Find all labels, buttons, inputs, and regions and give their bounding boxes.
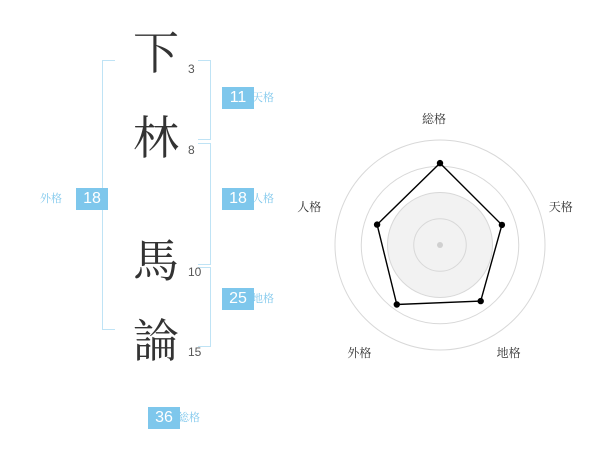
soukaku-label: 総格 [178,412,200,424]
radar-chart [297,0,600,470]
stroke-count: 3 [188,62,195,76]
stroke-count: 15 [188,345,202,359]
name-character: 馬 [133,234,179,288]
tenkaku-label: 天格 [252,92,274,104]
chikaku-value-badge: 25 [222,288,254,310]
gaikaku-value-badge: 18 [76,188,108,210]
radar-chart-svg [300,0,600,470]
radar-axis-label-jinkaku: 人格 [297,199,322,214]
radar-axis-label-gaikaku: 外格 [347,345,372,360]
jinkaku-label: 人格 [252,193,274,205]
radar-axis-label-tenkaku: 天格 [548,199,573,214]
name-stroke-panel [0,0,300,470]
stroke-count: 10 [188,265,202,279]
chikaku-bracket [198,267,211,347]
soukaku-value-badge: 36 [148,407,180,429]
tenkaku-value-badge: 11 [222,87,254,109]
jinkaku-bracket [198,143,211,265]
name-character: 下 [133,26,179,80]
stroke-count: 8 [188,143,195,157]
radar-axis-label-soukaku: 総格 [422,112,447,126]
name-character: 林 [133,111,179,165]
chikaku-label: 地格 [252,293,274,305]
tenkaku-bracket [198,60,211,140]
radar-axis-label-chikaku: 地格 [496,345,521,360]
name-character: 論 [133,314,179,368]
jinkaku-value-badge: 18 [222,188,254,210]
gaikaku-label: 外格 [40,193,62,205]
